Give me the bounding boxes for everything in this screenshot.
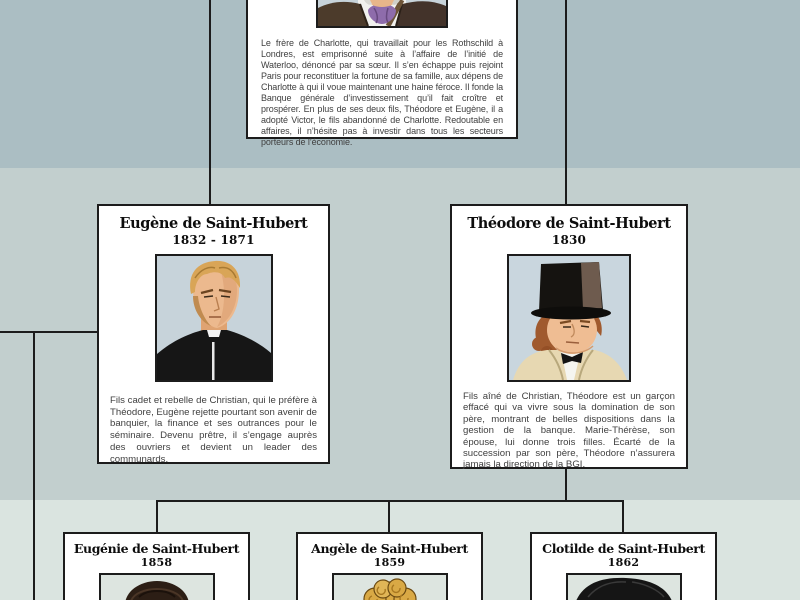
- card-clotilde: [530, 532, 717, 600]
- clotilde-name: Clotilde de Saint-Hubert: [542, 541, 705, 556]
- angele-years: 1859: [373, 556, 406, 569]
- card-eugenie: [63, 532, 250, 600]
- connector-left-vertical: [33, 331, 35, 600]
- connector-top-to-eugene: [209, 0, 211, 205]
- portrait-eugene: [155, 254, 273, 382]
- connector-children-horizontal: [156, 500, 624, 502]
- theodore-name: Théodore de Saint-Hubert: [467, 215, 671, 232]
- connector-drop-eugenie: [156, 500, 158, 534]
- eugene-years: 1832 - 1871: [172, 233, 255, 247]
- portrait-angele: [332, 573, 448, 600]
- portrait-theodore: [507, 254, 631, 382]
- card-theodore: [450, 204, 688, 469]
- eugenie-years: 1858: [140, 556, 173, 569]
- eugene-name: Eugène de Saint-Hubert: [119, 215, 308, 232]
- eugene-description: Fils cadet et rebelle de Christian, qui le préfère à Théodore, Eugène rejette pourtant son avenir de banquier, la finance et ses outrances pour le séminaire. Devenu prêtre, il s’engage auprès des ouvriers et devient un leader des communards.: [110, 395, 317, 465]
- portrait-christian: [316, 0, 448, 28]
- theodore-years: 1830: [551, 233, 587, 247]
- theodore-description: Fils aîné de Christian, Théodore est un garçon effacé qui va vivre sous la domination de son père, montrant de belles dispositions dans la gestion de la banque. Marie-Thérèse, son épouse, lui donne trois filles. Écarté de la succession par son père, Théodore n’assurera jamais la direction de la BGI.: [463, 391, 675, 471]
- connector-top-to-theodore: [565, 0, 567, 205]
- portrait-eugenie: [99, 573, 215, 600]
- angele-name: Angèle de Saint-Hubert: [311, 541, 468, 556]
- connector-drop-angele: [388, 500, 390, 534]
- card-christian: [246, 0, 518, 147]
- eugenie-name: Eugénie de Saint-Hubert: [73, 541, 240, 556]
- connector-drop-clotilde: [622, 500, 624, 534]
- card-angele: [296, 532, 483, 600]
- connector-left-horizontal: [0, 331, 99, 333]
- portrait-clotilde: [566, 573, 682, 600]
- christian-description: Le frère de Charlotte, qui travaillait pour les Rothschild à Londres, est emprisonné suite à l’affaire de l’initié de Waterloo, dénoncé par sa sœur. Il s’en échappe puis rejoint Paris pour reconstituer la fortune de sa famille, aux dépens de Charlotte à qui il voue maintenant une haine féroce. Il fonde la Banque générale d’investissement qu’il fait croître et prospérer. En plus de ses deux fils, Théodore et Eugène, il a adopté Victor, le fils abandonné de Charlotte. Redoutable en affaires, il n’hésite pas à investir dans tous les secteurs porteurs de l’économie.: [261, 38, 503, 147]
- card-eugene: [97, 204, 330, 464]
- clotilde-years: 1862: [607, 556, 640, 569]
